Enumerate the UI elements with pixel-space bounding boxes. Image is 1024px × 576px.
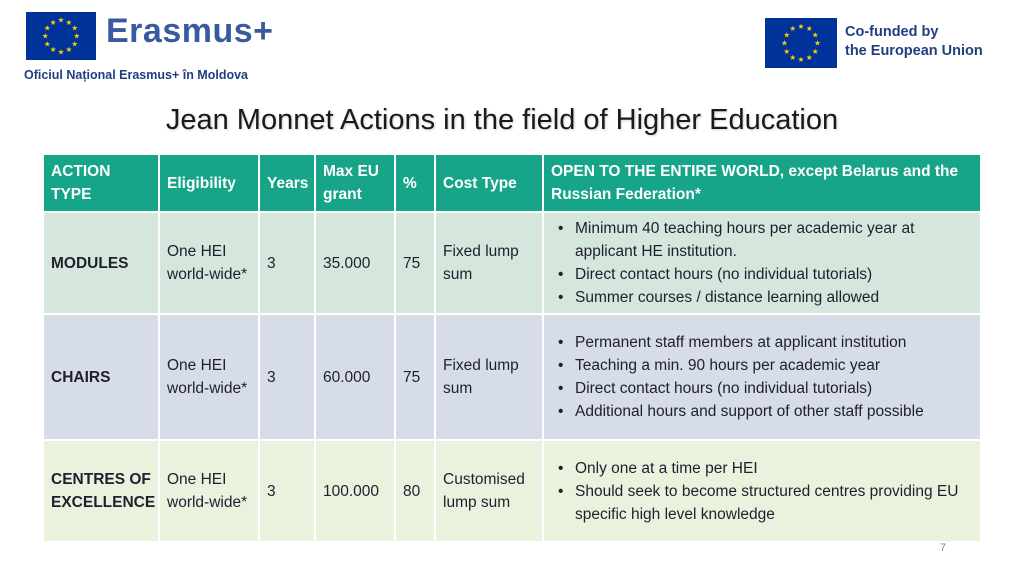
list-item: • Only one at a time per HEI	[551, 457, 973, 480]
details-list	[551, 217, 973, 309]
eligibility-cell: One HEI world-wide*	[160, 441, 258, 541]
list-item: • Should seek to become structured centres providing EU specific high level knowledge	[551, 480, 973, 526]
eu-star-icon: ★	[71, 39, 79, 49]
page-title: Jean Monnet Actions in the field of Higher Education	[165, 104, 839, 136]
header-eligibility: Eligibility	[160, 155, 258, 211]
cost-type-cell: Customised lump sum	[436, 441, 542, 541]
eligibility-cell: One HEI world-wide*	[160, 213, 258, 313]
eu-star-icon: ★	[49, 17, 57, 27]
list-item: • Teaching a min. 90 hours per academic year	[551, 354, 973, 377]
eu-star-icon: ★	[811, 30, 819, 40]
eu-star-icon: ★	[65, 17, 73, 27]
page-number: 7	[939, 542, 946, 554]
eu-star-icon: ★	[73, 31, 81, 41]
eu-star-icon: ★	[805, 24, 813, 34]
years-cell: 3	[260, 441, 314, 541]
table-header-row	[44, 155, 980, 211]
eu-star-icon: ★	[43, 39, 51, 49]
details-cell	[544, 315, 980, 439]
cofunded-text	[845, 23, 983, 61]
eu-star-icon: ★	[805, 52, 813, 62]
action-type-cell: CENTRES OF EXCELLENCE	[44, 441, 158, 541]
cofunded-logo	[765, 18, 1015, 72]
max-grant-cell: 60.000	[316, 315, 394, 439]
eu-star-icon: ★	[797, 22, 805, 31]
years-cell: 3	[260, 213, 314, 313]
eu-flag-icon	[26, 12, 96, 60]
eu-star-icon: ★	[783, 46, 791, 56]
eu-star-icon: ★	[57, 47, 65, 57]
eu-star-icon: ★	[71, 23, 79, 33]
erasmus-wordmark: Erasmus+	[106, 12, 274, 50]
cofunded-line1: Co-funded by	[845, 24, 939, 40]
eligibility-cell: One HEI world-wide*	[160, 315, 258, 439]
header-scope: OPEN TO THE ENTIRE WORLD, except Belarus and the Russian Federation*	[544, 155, 980, 211]
percent-cell: 80	[396, 441, 434, 541]
eu-flag-icon	[765, 18, 837, 68]
max-grant-cell: 35.000	[316, 213, 394, 313]
details-cell	[544, 441, 980, 541]
header-max-grant: Max EU grant	[316, 155, 394, 211]
eu-star-icon: ★	[41, 31, 49, 41]
list-item: • Minimum 40 teaching hours per academic year at applicant HE institution.	[551, 217, 973, 263]
table-row	[44, 441, 980, 541]
header-years: Years	[260, 155, 314, 211]
eu-star-icon: ★	[797, 55, 805, 64]
eu-star-icon: ★	[789, 24, 797, 34]
eu-star-icon: ★	[43, 23, 51, 33]
eu-stars-icon	[765, 18, 837, 68]
eu-star-icon: ★	[57, 15, 65, 25]
max-grant-cell: 100.000	[316, 441, 394, 541]
percent-cell: 75	[396, 213, 434, 313]
eu-star-icon: ★	[811, 46, 819, 56]
header-action-type: ACTION TYPE	[44, 155, 158, 211]
action-type-cell: MODULES	[44, 213, 158, 313]
erasmus-subtitle: Oficiul Național Erasmus+ în Moldova	[24, 68, 249, 82]
eu-stars-icon	[26, 12, 96, 60]
percent-cell: 75	[396, 315, 434, 439]
eu-star-icon: ★	[65, 45, 73, 55]
header-cost-type: Cost Type	[436, 155, 542, 211]
list-item: • Direct contact hours (no individual tutorials)	[551, 377, 973, 400]
eu-star-icon: ★	[789, 52, 797, 62]
eu-star-icon: ★	[814, 38, 821, 48]
details-list	[551, 331, 973, 423]
erasmus-logo	[22, 10, 282, 86]
table-row	[44, 315, 980, 439]
list-item: • Summer courses / distance learning allowed	[551, 286, 973, 309]
cost-type-cell: Fixed lump sum	[436, 315, 542, 439]
cofunded-line2: the European Union	[845, 43, 983, 59]
list-item: • Additional hours and support of other staff possible	[551, 400, 973, 423]
eu-star-icon: ★	[49, 45, 57, 55]
list-item: • Permanent staff members at applicant institution	[551, 331, 973, 354]
eu-star-icon: ★	[783, 30, 791, 40]
actions-table	[42, 153, 982, 543]
table-row	[44, 213, 980, 313]
eu-star-icon: ★	[781, 38, 788, 48]
details-list	[551, 457, 973, 526]
action-type-cell: CHAIRS	[44, 315, 158, 439]
details-cell	[544, 213, 980, 313]
years-cell: 3	[260, 315, 314, 439]
header-percent: %	[396, 155, 434, 211]
cost-type-cell: Fixed lump sum	[436, 213, 542, 313]
list-item: • Direct contact hours (no individual tutorials)	[551, 263, 973, 286]
